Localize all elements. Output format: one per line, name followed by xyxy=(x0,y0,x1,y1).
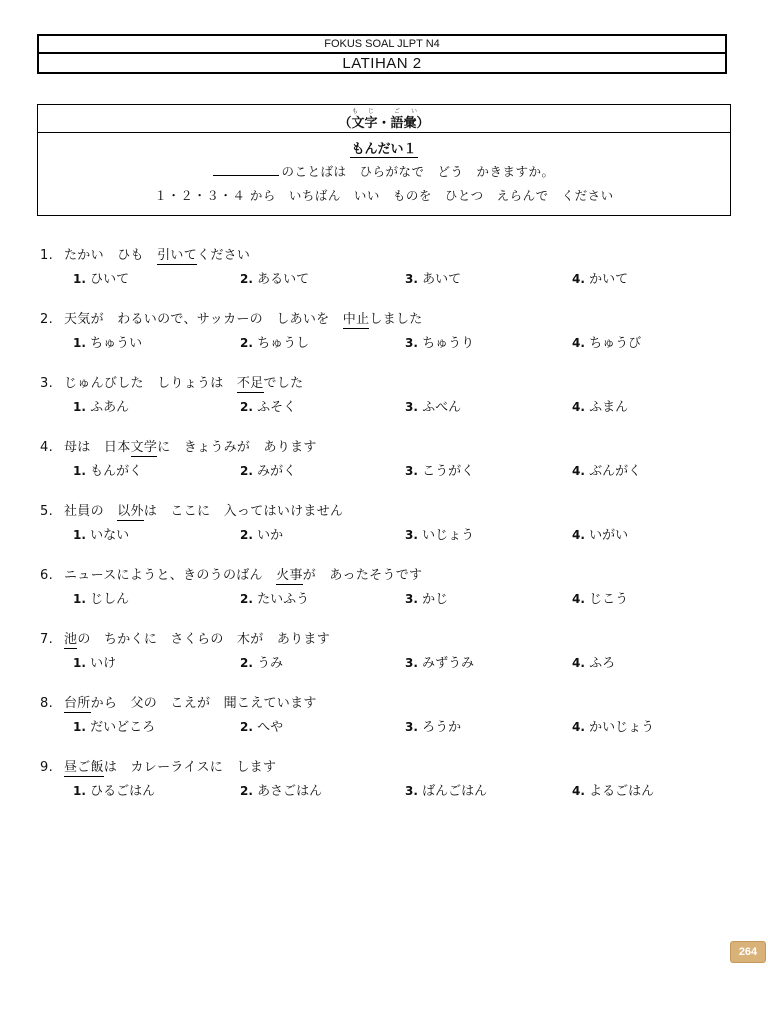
furigana-mo: も xyxy=(352,108,359,115)
option-number: 3. xyxy=(405,272,418,286)
section-box xyxy=(37,104,731,216)
option-text: もんがく xyxy=(90,464,143,479)
option-text: ふろ xyxy=(589,656,616,671)
furigana-ji: じ xyxy=(368,108,375,115)
mondai-title xyxy=(38,138,730,157)
option-number: 1. xyxy=(73,400,86,414)
question-target-word: 引いて xyxy=(157,248,198,263)
option-number: 2. xyxy=(240,272,253,286)
question-pre-text: 母は 日本 xyxy=(64,440,131,455)
option-number: 3. xyxy=(405,336,418,350)
question-pre-text: たかい ひも xyxy=(64,248,158,263)
question-post-text: は ここに 入ってはいけません xyxy=(143,504,344,519)
option-text: あさごはん xyxy=(257,784,323,799)
option-text: ふべん xyxy=(422,400,462,415)
question-text xyxy=(40,244,250,263)
option-text: ぶんがく xyxy=(589,464,642,479)
option-number: 2. xyxy=(240,528,253,542)
answer-option[interactable] xyxy=(405,588,448,607)
answer-option[interactable] xyxy=(405,460,474,479)
option-text: へや xyxy=(257,720,284,735)
answer-option[interactable] xyxy=(405,268,461,287)
option-number: 3. xyxy=(405,528,418,542)
question-number: 4. xyxy=(40,440,54,455)
answer-option[interactable] xyxy=(73,780,155,799)
option-text: いか xyxy=(257,528,284,543)
question-target-word: 台所 xyxy=(64,696,91,711)
question-text xyxy=(40,500,343,519)
option-text: ふまん xyxy=(589,400,629,415)
option-text: いけ xyxy=(90,656,117,671)
answer-option[interactable] xyxy=(572,780,654,799)
question-post-text: が あったそうです xyxy=(302,568,423,583)
answer-option[interactable] xyxy=(572,716,654,735)
answer-option[interactable] xyxy=(73,588,129,607)
answer-option[interactable] xyxy=(405,652,474,671)
question-target-word: 火事 xyxy=(276,568,303,583)
question-number: 1. xyxy=(40,248,54,263)
answer-option[interactable] xyxy=(572,588,628,607)
option-number: 4. xyxy=(572,592,585,606)
answer-option[interactable] xyxy=(405,396,461,415)
answer-option[interactable] xyxy=(405,716,461,735)
option-number: 3. xyxy=(405,784,418,798)
answer-blank xyxy=(213,163,279,176)
page-number-badge: 264 xyxy=(730,941,766,963)
option-number: 2. xyxy=(240,464,253,478)
header-box xyxy=(37,34,727,74)
option-text: みずうみ xyxy=(422,656,475,671)
option-number: 4. xyxy=(572,464,585,478)
option-text: かいて xyxy=(589,272,629,287)
option-number: 4. xyxy=(572,528,585,542)
answer-option[interactable] xyxy=(572,332,641,351)
question-item xyxy=(40,500,730,564)
question-number: 5. xyxy=(40,504,54,519)
answer-option[interactable] xyxy=(240,396,296,415)
option-text: あるいて xyxy=(257,272,310,287)
answer-option[interactable] xyxy=(73,460,142,479)
option-number: 1. xyxy=(73,656,86,670)
option-text: いがい xyxy=(589,528,629,543)
option-number: 1. xyxy=(73,272,86,286)
question-post-text: しました xyxy=(369,312,423,327)
question-item xyxy=(40,756,730,820)
furigana-i: い xyxy=(411,108,418,115)
answer-option[interactable] xyxy=(240,524,283,543)
question-target-word: 中止 xyxy=(342,312,370,327)
question-target-word: 不足 xyxy=(236,376,264,391)
question-post-text: に きょうみが あります xyxy=(157,440,317,455)
option-text: ろうか xyxy=(422,720,462,735)
question-item xyxy=(40,244,730,308)
answer-option[interactable] xyxy=(73,268,129,287)
question-pre-text: 社員の xyxy=(64,504,118,519)
furigana-go: ご xyxy=(394,108,401,115)
option-text: ちゅうい xyxy=(90,336,143,351)
question-target-word: 昼ご飯 xyxy=(64,760,104,775)
answer-option[interactable] xyxy=(240,780,322,799)
question-target-word: 以外 xyxy=(117,504,144,519)
question-text xyxy=(40,692,317,711)
question-number: 2. xyxy=(40,312,54,327)
question-pre-text: じゅんびした しりょうは xyxy=(64,376,237,391)
answer-option[interactable] xyxy=(405,524,474,543)
question-item xyxy=(40,628,730,692)
option-number: 1. xyxy=(73,592,86,606)
question-number: 3. xyxy=(40,376,54,391)
section-title-row xyxy=(38,105,730,133)
answer-option[interactable] xyxy=(240,652,283,671)
question-item xyxy=(40,436,730,500)
question-text xyxy=(40,308,423,327)
answer-option[interactable] xyxy=(572,460,641,479)
answer-option[interactable] xyxy=(73,524,129,543)
option-text: ちゅうし xyxy=(257,336,310,351)
question-item xyxy=(40,308,730,372)
answer-option[interactable] xyxy=(572,268,628,287)
question-pre-text: 天気が わるいので、サッカーの しあいを xyxy=(64,312,343,327)
option-number: 4. xyxy=(572,656,585,670)
instruction-line-1 xyxy=(38,162,730,180)
header-exercise-title: LATIHAN 2 xyxy=(342,55,422,72)
option-number: 1. xyxy=(73,336,86,350)
option-text: かじ xyxy=(422,592,449,607)
option-text: よるごはん xyxy=(589,784,655,799)
option-text: ちゅうび xyxy=(589,336,642,351)
answer-option[interactable] xyxy=(405,780,487,799)
option-text: じしん xyxy=(90,592,130,607)
question-item xyxy=(40,692,730,756)
question-item xyxy=(40,564,730,628)
option-number: 1. xyxy=(73,784,86,798)
option-number: 3. xyxy=(405,464,418,478)
answer-option[interactable] xyxy=(572,524,628,543)
answer-option[interactable] xyxy=(73,716,155,735)
option-text: いじょう xyxy=(422,528,475,543)
option-text: ひるごはん xyxy=(90,784,156,799)
option-number: 1. xyxy=(73,528,86,542)
answer-option[interactable] xyxy=(240,460,296,479)
instruction-line-2: １・２・３・４ から いちばん いい ものを ひとつ えらんで ください xyxy=(154,188,614,203)
option-number: 1. xyxy=(73,720,86,734)
answer-option[interactable] xyxy=(405,332,474,351)
option-text: ひいて xyxy=(90,272,130,287)
option-text: ふあん xyxy=(90,400,130,415)
option-number: 2. xyxy=(240,720,253,734)
instruction-1-text: のことばは ひらがなで どう かきますか。 xyxy=(281,164,555,179)
answer-option[interactable] xyxy=(73,652,116,671)
question-item xyxy=(40,372,730,436)
option-number: 2. xyxy=(240,656,253,670)
option-text: みがく xyxy=(257,464,297,479)
option-number: 2. xyxy=(240,400,253,414)
answer-option[interactable] xyxy=(73,332,142,351)
section-title: （文字・語彙） xyxy=(338,116,430,131)
answer-option[interactable] xyxy=(240,268,309,287)
option-text: ふそく xyxy=(257,400,297,415)
option-number: 3. xyxy=(405,592,418,606)
option-text: あいて xyxy=(422,272,462,287)
question-text xyxy=(40,564,422,583)
question-post-text: は カレーライスに します xyxy=(103,760,277,775)
option-number: 1. xyxy=(73,464,86,478)
answer-option[interactable] xyxy=(572,652,615,671)
option-text: ちゅうり xyxy=(422,336,475,351)
question-target-word: 文学 xyxy=(130,440,158,455)
option-number: 4. xyxy=(572,400,585,414)
option-number: 3. xyxy=(405,400,418,414)
question-post-text: の ちかくに さくらの 木が あります xyxy=(77,632,331,647)
question-target-word: 池 xyxy=(64,632,78,647)
option-text: うみ xyxy=(257,656,284,671)
question-number: 6. xyxy=(40,568,54,583)
option-number: 2. xyxy=(240,336,253,350)
option-number: 4. xyxy=(572,720,585,734)
option-number: 2. xyxy=(240,784,253,798)
answer-option[interactable] xyxy=(240,716,283,735)
answer-option[interactable] xyxy=(240,332,309,351)
question-pre-text: ニュースにようと、きのうのばん xyxy=(64,568,277,583)
option-text: じこう xyxy=(589,592,629,607)
question-post-text: から 父の こえが 聞こえています xyxy=(90,696,317,711)
question-post-text: ください xyxy=(197,248,251,263)
option-number: 4. xyxy=(572,784,585,798)
option-text: いない xyxy=(90,528,130,543)
header-series-title: FOKUS SOAL JLPT N4 xyxy=(39,36,725,54)
option-text: こうがく xyxy=(422,464,475,479)
question-post-text: でした xyxy=(263,376,304,391)
question-text xyxy=(40,628,330,647)
option-text: かいじょう xyxy=(589,720,655,735)
answer-option[interactable] xyxy=(240,588,309,607)
question-number: 8. xyxy=(40,696,54,711)
option-text: だいどころ xyxy=(90,720,156,735)
option-number: 3. xyxy=(405,656,418,670)
question-number: 7. xyxy=(40,632,54,647)
option-text: ばんごはん xyxy=(422,784,488,799)
option-text: たいふう xyxy=(257,592,310,607)
option-number: 2. xyxy=(240,592,253,606)
question-text xyxy=(40,372,303,391)
option-number: 4. xyxy=(572,336,585,350)
mondai-label: もんだい１ xyxy=(351,142,417,157)
answer-option[interactable] xyxy=(572,396,628,415)
answer-option[interactable] xyxy=(73,396,129,415)
question-text xyxy=(40,436,317,455)
question-text xyxy=(40,756,276,775)
question-number: 9. xyxy=(40,760,54,775)
option-number: 4. xyxy=(572,272,585,286)
option-number: 3. xyxy=(405,720,418,734)
question-list xyxy=(40,244,730,820)
